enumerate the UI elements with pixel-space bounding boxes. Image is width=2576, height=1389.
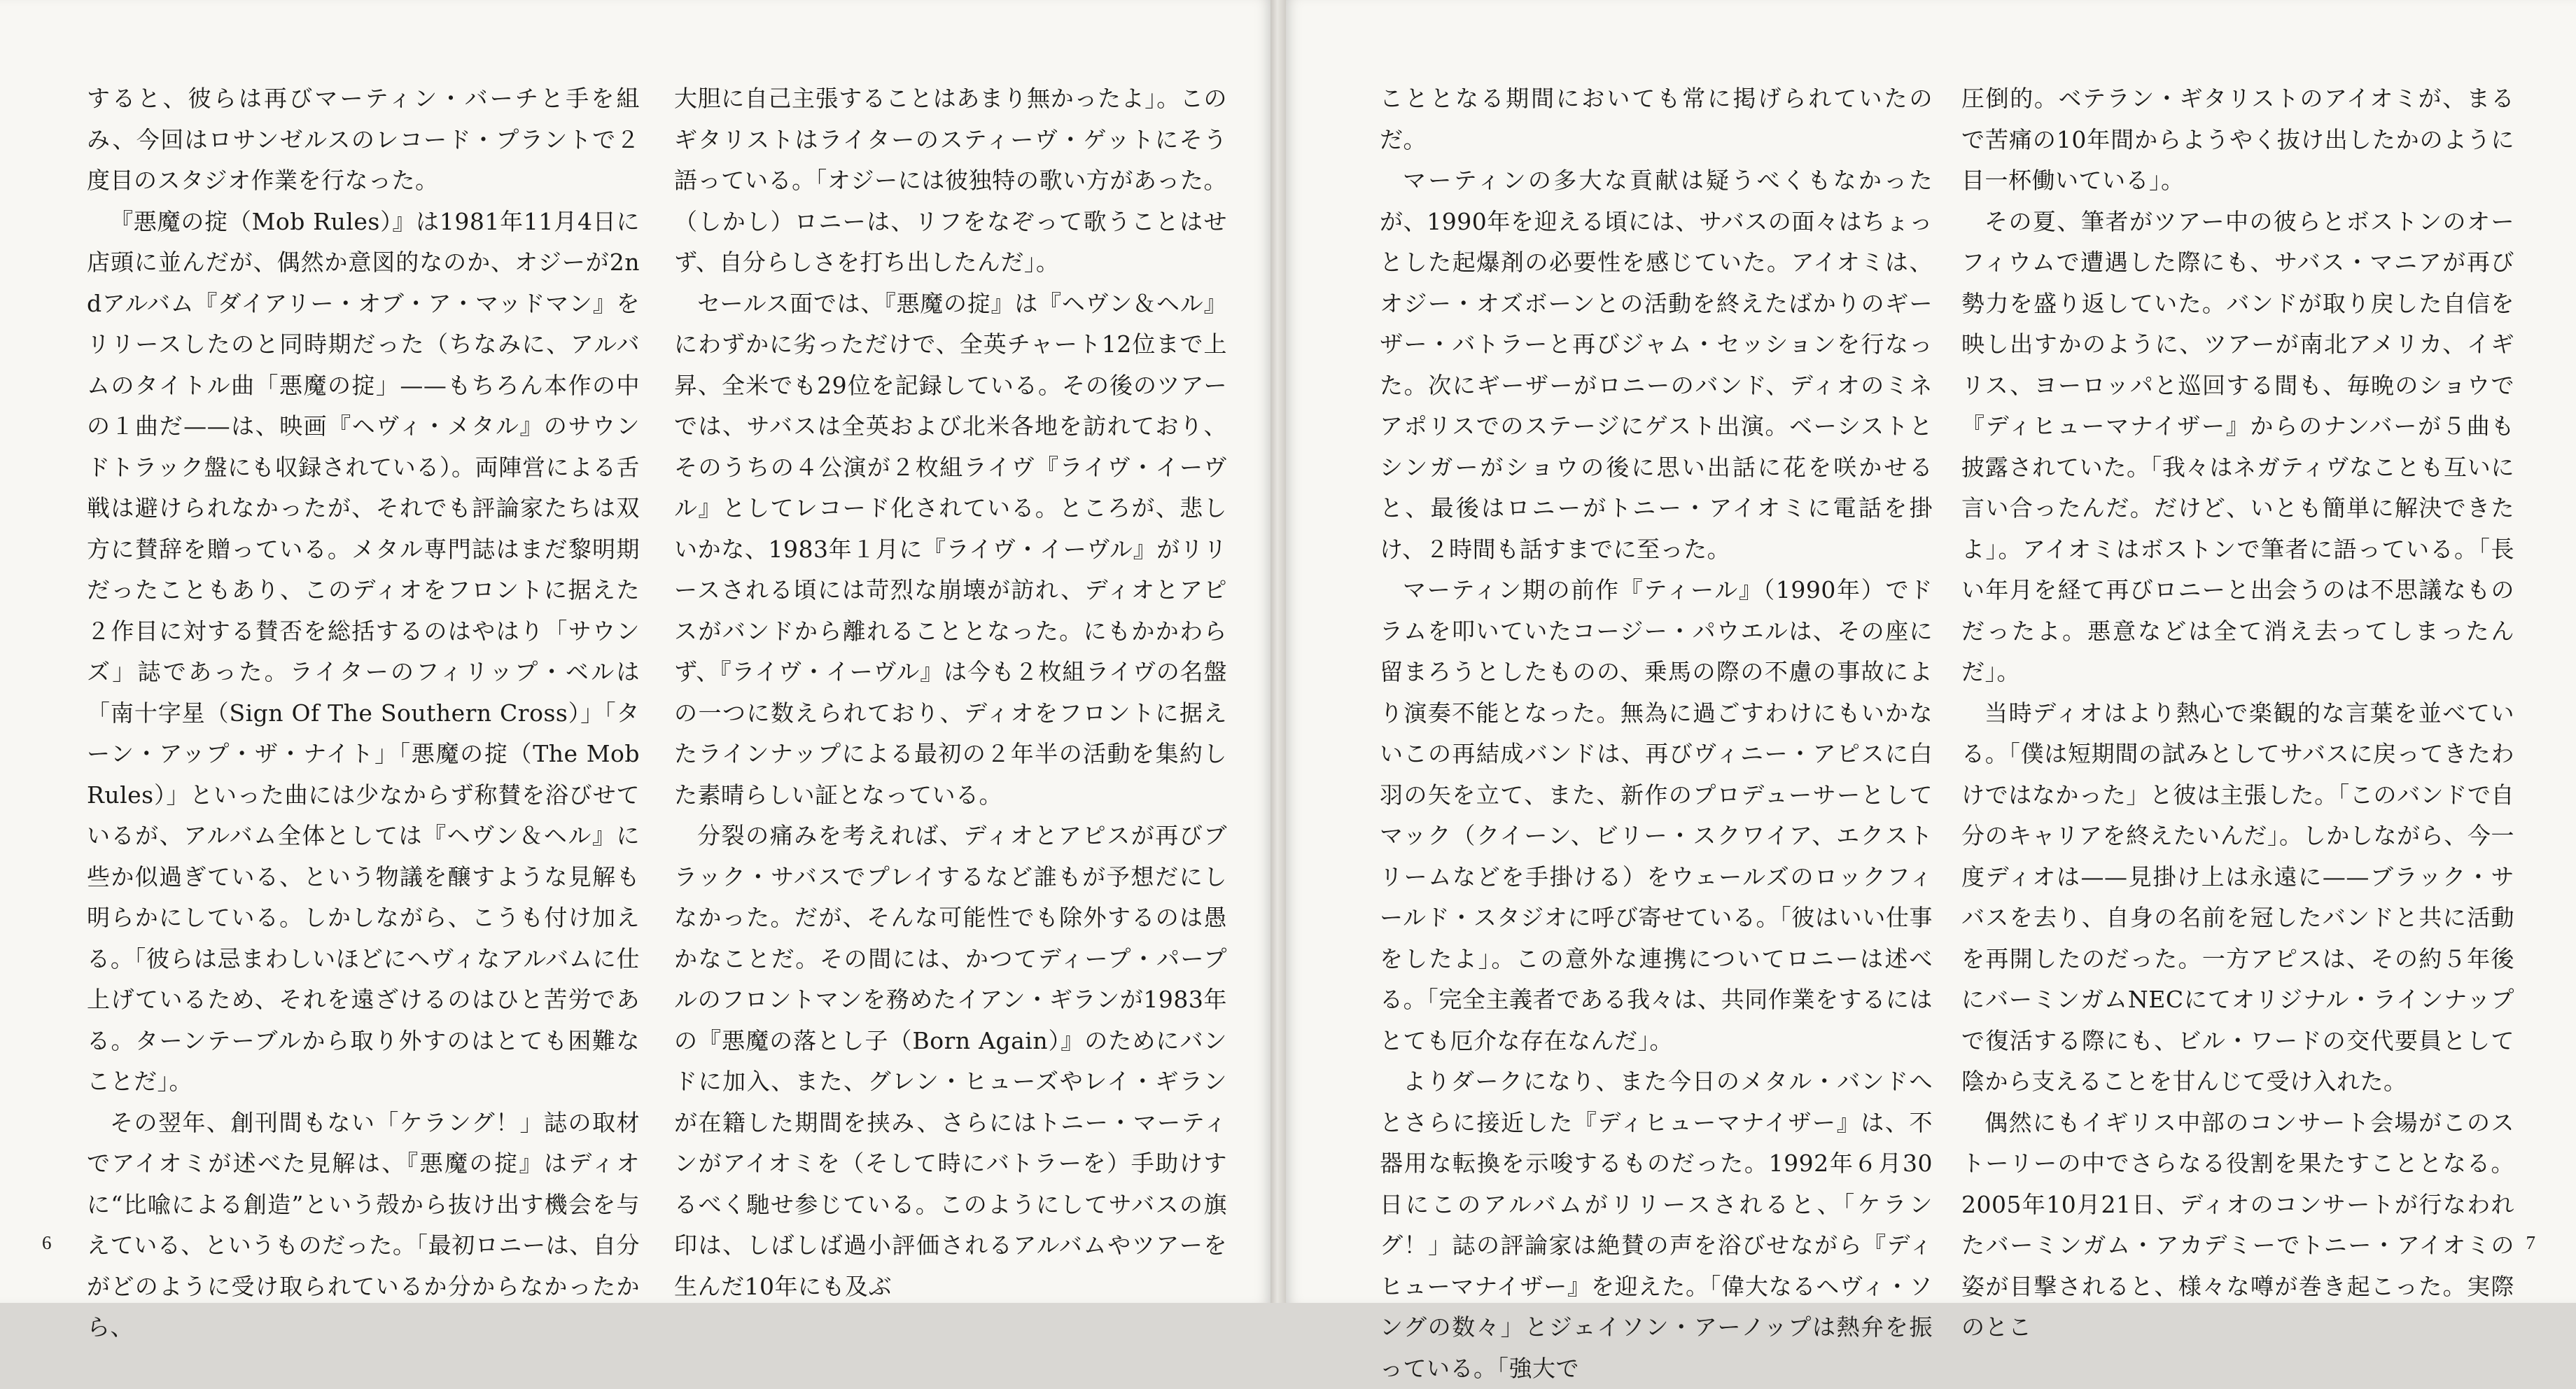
paragraph: マーティンの多大な貢献は疑うべくもなかったが、1990年を迎える頃には、サバスの面々はちょっとした起爆剤の必要性を感じていた。アイオミは、オジー・オズボーンとの活動を終えたばかりのギーザー・バトラーと再びジャム・セッションを行なった。次にギーザーがロニーのバンド、ディオのミネアポリスでのステージにゲスト出演。ベーシストとシンガーがショウの後に思い出話に花を咲かせると、最後はロニーがトニー・アイオミに電話を掛け、２時間も話すまでに至った。 [1380, 167, 1933, 563]
paragraph: その翌年、創刊間もない「ケラング！」誌の取材でアイオミが述べた見解は、『悪魔の掟』はディオに“比喩による創造”という殻から抜け出す機会を与えている、というものだった。「最初ロニーは、自分がどのように受け取られているか分からなかったから、 [87, 1108, 640, 1341]
page-number: 6 [42, 1232, 52, 1253]
paragraph: セールス面では、『悪魔の掟』は『ヘヴン＆ヘル』にわずかに劣っただけで、全英チャート12位まで上昇、全米でも29位を記録している。その後のツアーでは、サバスは全英および北米各地を訪れており、そのうちの４公演が２枚組ライヴ『ライヴ・イーヴル』としてレコード化されている。ところが、悲しいかな、1983年１月に『ライヴ・イーヴル』がリリースされる頃には苛烈な崩壊が訪れ、ディオとアピスがバンドから離れることとなった。にもかかわらず、『ライヴ・イーヴル』は今も２枚組ライヴの名盤の一つに数えられており、ディオをフロントに据えたラインナップによる最初の２年半の活動を集約した素晴らしい証となっている。 [674, 289, 1227, 809]
paragraph: 圧倒的。ベテラン・ギタリストのアイオミが、まるで苦痛の10年間からようやく抜け出したかのように目一杯働いている」。 [1961, 85, 2514, 194]
paragraph: 当時ディオはより熱心で楽観的な言葉を並べている。「僕は短期間の試みとしてサバスに戻ってきたわけではなかった」と彼は主張した。「このバンドで自分のキャリアを終えたいんだ」。しかしながら、今一度ディオは——見掛け上は永遠に——ブラック・サバスを去り、自身の名前を冠したバンドと共に活動を再開したのだった。一方アピスは、その約５年後にバーミンガムNECにてオリジナル・ラインナップで復活する際にも、ビル・ワードの交代要員として陰から支えることを甘んじて受け入れた。 [1961, 699, 2514, 1095]
text-column-2 [674, 78, 1227, 1307]
text-column-4 [1961, 78, 2514, 1348]
book-gutter [1270, 0, 1286, 1303]
paragraph: 『悪魔の掟（Mob Rules）』は1981年11月4日に店頭に並んだが、偶然か意図的なのか、オジーが2ndアルバム『ダイアリー・オブ・ア・マッドマン』をリリースしたのと同時期だった（ちなみに、アルバムのタイトル曲「悪魔の掟」——もちろん本作の中の１曲だ——は、映画『ヘヴィ・メタル』のサウンドトラック盤にも収録されている）。両陣営による舌戦は避けられなかったが、それでも評論家たちは双方に賛辞を贈っている。メタル専門誌はまだ黎明期だったこともあり、このディオをフロントに据えた２作目に対する賛否を総括するのはやはり「サウンズ」誌であった。ライターのフィリップ・ベルは「南十字星（Sign Of The Southern Cross）」「ターン・アップ・ザ・ナイト」「悪魔の掟（The Mob Rules）」といった曲には少なからず称賛を浴びせているが、アルバム全体としては『ヘヴン＆ヘル』に些か似過ぎている、という物議を醸すような見解も明らかにしている。しかしながら、こうも付け加える。「彼らは忌まわしいほどにヘヴィなアルバムに仕上げているため、それを遠ざけるのはひと苦労である。ターンテーブルから取り外すのはとても困難なことだ」。 [87, 207, 640, 1095]
paragraph: こととなる期間においても常に掲げられていたのだ。 [1380, 85, 1933, 153]
left-page [0, 0, 1270, 1341]
paragraph: マーティン期の前作『ティール』（1990年）でドラムを叩いていたコージー・パウエルは、その座に留まろうとしたものの、乗馬の際の不慮の事故により演奏不能となった。無為に過ごすわけにもいかないこの再結成バンドは、再びヴィニー・アピスに白羽の矢を立て、また、新作のプロデューサーとしてマック（クイーン、ビリー・スクワイア、エクストリームなどを手掛ける）をウェールズのロックフィールド・スタジオに呼び寄せている。「彼はいい仕事をしたよ」。この意外な連携についてロニーは述べる。「完全主義者である我々は、共同作業をするにはとても厄介な存在なんだ」。 [1380, 576, 1933, 1054]
text-column-1 [87, 78, 640, 1348]
paragraph: よりダークになり、また今日のメタル・バンドへとさらに接近した『ディヒューマナイザー』は、不器用な転換を示唆するものだった。1992年６月30日にこのアルバムがリリースされると、「ケラング！」誌の評論家は絶賛の声を浴びせながら『ディヒューマナイザー』を迎えた。「偉大なるヘヴィ・ソングの数々」とジェイソン・アーノップは熱弁を振っている。「強大で [1380, 1068, 1933, 1382]
paragraph: その夏、筆者がツアー中の彼らとボストンのオーフィウムで遭遇した際にも、サバス・マニアが再び勢力を盛り返していた。バンドが取り戻した自信を映し出すかのように、ツアーが南北アメリカ、イギリス、ヨーロッパと巡回する間も、毎晩のショウで『ディヒューマナイザー』からのナンバーが５曲も披露されていた。「我々はネガティヴなことも互いに言い合ったんだ。だけど、いとも簡単に解決できたよ」。アイオミはボストンで筆者に語っている。「長い年月を経て再びロニーと出会うのは不思議なものだったよ。悪意などは全て消え去ってしまったんだ」。 [1961, 207, 2514, 685]
paragraph: 大胆に自己主張することはあまり無かったよ」。このギタリストはライターのスティーヴ・ゲットにそう語っている。「オジーには彼独特の歌い方があった。（しかし）ロニーは、リフをなぞって歌うことはせず、自分らしさを打ち出したんだ」。 [674, 85, 1227, 276]
right-page [1286, 0, 2576, 1382]
page-number: 7 [2526, 1232, 2535, 1253]
paragraph: 偶然にもイギリス中部のコンサート会場がこのストーリーの中でさらなる役割を果たすこととなる。2005年10月21日、ディオのコンサートが行なわれたバーミンガム・アカデミーでトニー・アイオミの姿が目撃されると、様々な噂が巻き起こった。実際のとこ [1961, 1108, 2514, 1341]
paragraph: 分裂の痛みを考えれば、ディオとアピスが再びブラック・サバスでプレイするなど誰もが予想だにしなかった。だが、そんな可能性でも除外するのは愚かなことだ。その間には、かつてディープ・パープルのフロントマンを務めたイアン・ギランが1983年の『悪魔の落とし子（Born Again）』のためにバンドに加入、また、グレン・ヒューズやレイ・ギランが在籍した期間を挟み、さらにはトニー・マーティンがアイオミを（そして時にバトラーを）手助けするべく馳せ参じている。このようにしてサバスの旗印は、しばしば過小評価されるアルバムやツアーを生んだ10年にも及ぶ [674, 822, 1227, 1300]
text-column-3 [1380, 78, 1933, 1389]
paragraph: すると、彼らは再びマーティン・バーチと手を組み、今回はロサンゼルスのレコード・プラントで２度目のスタジオ作業を行なった。 [87, 85, 640, 194]
